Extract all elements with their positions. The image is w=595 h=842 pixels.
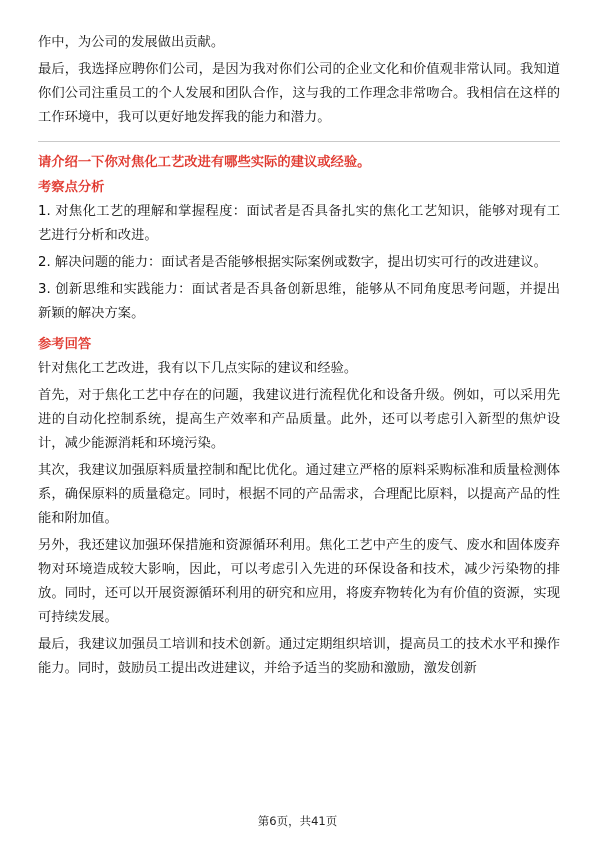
- page-number-footer: 第6页，共41页: [257, 814, 338, 828]
- answer-section: [38, 333, 560, 681]
- answer-paragraph-1: 针对焦化工艺改进，我有以下几点实际的建议和经验。: [38, 361, 358, 376]
- answer-paragraph-5: 最后，我建议加强员工培训和技术创新。通过定期组织培训，提高员工的技术水平和操作能力。同时，鼓励员工提出改进建议，并给予适当的奖励和激励，激发创新: [38, 637, 560, 676]
- question-heading: 请介绍一下你对焦化工艺改进有哪些实际的建议或经验。: [38, 155, 371, 170]
- answer-paragraph-3: 其次，我建议加强原料质量控制和配比优化。通过建立严格的原料采购标准和质量检测体系，确保原料的质量稳定。同时，根据不同的产品需求，合理配比原料，以提高产品的性能和附加值。: [38, 463, 560, 526]
- analysis-item-2: 2. 解决问题的能力：面试者是否能够根据实际案例或数字，提出切实可行的改进建议。: [38, 255, 547, 270]
- answer-paragraph-4: 另外，我还建议加强环保措施和资源循环利用。焦化工艺中产生的废气、废水和固体废弃物对环境造成较大影响，因此，可以考虑引入先进的环保设备和技术，减少污染物的排放。同时，还可以开展资源循环利用的研究和应用，将废弃物转化为有价值的资源，实现可持续发展。: [38, 538, 560, 625]
- document-page: [38, 31, 560, 681]
- intro-paragraph-1: 作中，为公司的发展做出贡献。: [38, 35, 225, 50]
- answer-heading: 参考回答: [38, 337, 92, 352]
- analysis-item-1: 1. 对焦化工艺的理解和掌握程度：面试者是否具备扎实的焦化工艺知识，能够对现有工艺进行分析和改进。: [38, 204, 560, 243]
- intro-section: [38, 31, 560, 130]
- analysis-section: [38, 176, 560, 326]
- answer-paragraph-2: 首先，对于焦化工艺中存在的问题，我建议进行流程优化和设备升级。例如，可以采用先进的自动化控制系统，提高生产效率和产品质量。此外，还可以考虑引入新型的焦炉设计，减少能源消耗和环境污染。: [38, 388, 560, 451]
- section-divider: [38, 141, 560, 142]
- analysis-item-3: 3. 创新思维和实践能力：面试者是否具备创新思维，能够从不同角度思考问题，并提出新颖的解决方案。: [38, 282, 560, 321]
- analysis-heading: 考察点分析: [38, 180, 105, 195]
- intro-paragraph-2: 最后，我选择应聘你们公司，是因为我对你们公司的企业文化和价值观非常认同。我知道你们公司注重员工的个人发展和团队合作，这与我的工作理念非常吻合。我相信在这样的工作环境中，我可以更好地发挥我的能力和潜力。: [38, 62, 560, 125]
